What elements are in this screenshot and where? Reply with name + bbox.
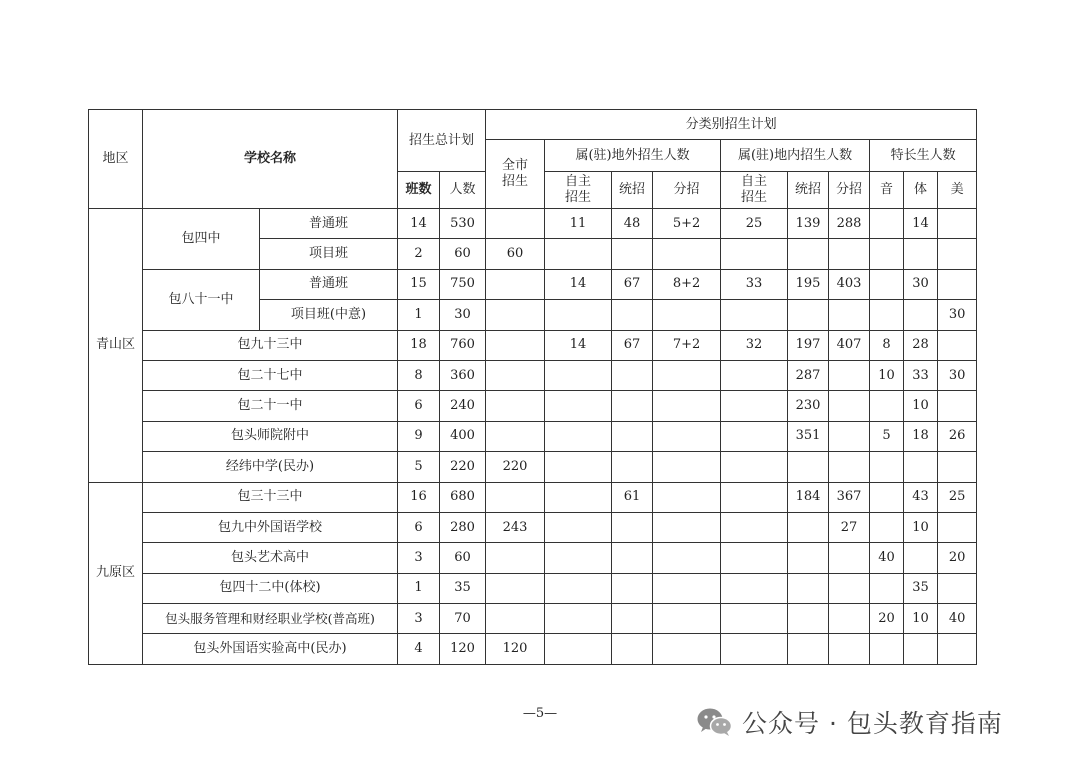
cell-inside-unified [788, 634, 829, 664]
table-row [89, 391, 977, 421]
school-group-name: 包八十一中 [143, 269, 260, 330]
cell-people: 220 [440, 452, 486, 482]
cell-people: 35 [440, 573, 486, 603]
cell-classes: 6 [398, 391, 440, 421]
cell-inside-unified [788, 543, 829, 573]
cell-music: 10 [870, 360, 904, 390]
cell-art [938, 239, 977, 269]
cell-music: 5 [870, 421, 904, 451]
cell-outside-autonomous [545, 512, 612, 542]
cell-inside-allocated: 367 [829, 482, 870, 512]
table-row [89, 209, 977, 239]
header-region: 地区 [89, 110, 143, 209]
cell-art: 25 [938, 482, 977, 512]
cell-outside-autonomous [545, 543, 612, 573]
cell-inside-allocated: 403 [829, 269, 870, 299]
cell-sports [904, 452, 938, 482]
cell-art: 30 [938, 300, 977, 330]
cell-sports [904, 239, 938, 269]
cell-sports [904, 543, 938, 573]
cell-outside-allocated [653, 482, 721, 512]
cell-inside-unified [788, 452, 829, 482]
header-outside-unified: 统招 [612, 172, 653, 209]
cell-inside-allocated [829, 360, 870, 390]
cell-outside-allocated [653, 421, 721, 451]
cell-outside-unified [612, 421, 653, 451]
header-outside-autonomous: 自主招生 [545, 172, 612, 209]
cell-sports: 18 [904, 421, 938, 451]
cell-outside-unified [612, 543, 653, 573]
cell-art [938, 634, 977, 664]
cell-art: 26 [938, 421, 977, 451]
cell-music [870, 209, 904, 239]
cell-music [870, 512, 904, 542]
header-art: 美 [938, 172, 977, 209]
school-name: 包九中外国语学校 [143, 512, 398, 542]
cell-inside-allocated [829, 634, 870, 664]
cell-outside-autonomous: 14 [545, 269, 612, 299]
cell-art [938, 269, 977, 299]
cell-inside-unified [788, 239, 829, 269]
header-category-plan: 分类别招生计划 [486, 110, 977, 140]
cell-inside-unified [788, 512, 829, 542]
cell-outside-allocated [653, 543, 721, 573]
cell-outside-unified [612, 239, 653, 269]
table-row [89, 269, 977, 299]
cell-people: 60 [440, 543, 486, 573]
cell-people: 240 [440, 391, 486, 421]
header-outside: 属(驻)地外招生人数 [545, 140, 721, 172]
cell-classes: 14 [398, 209, 440, 239]
class-type: 项目班(中意) [260, 300, 398, 330]
cell-music: 40 [870, 543, 904, 573]
table-row [89, 604, 977, 634]
cell-inside-autonomous [721, 391, 788, 421]
school-name: 包头服务管理和财经职业学校(普高班) [143, 604, 398, 634]
cell-outside-autonomous: 14 [545, 330, 612, 360]
class-type: 普通班 [260, 269, 398, 299]
header-sports: 体 [904, 172, 938, 209]
cell-inside-unified: 230 [788, 391, 829, 421]
enrollment-plan-table [88, 109, 977, 665]
table-row [89, 330, 977, 360]
cell-classes: 3 [398, 543, 440, 573]
cell-inside-unified: 184 [788, 482, 829, 512]
cell-inside-unified: 287 [788, 360, 829, 390]
cell-people: 70 [440, 604, 486, 634]
cell-sports: 10 [904, 512, 938, 542]
school-name: 包头艺术高中 [143, 543, 398, 573]
cell-inside-autonomous [721, 634, 788, 664]
cell-citywide: 220 [486, 452, 545, 482]
cell-outside-unified [612, 604, 653, 634]
cell-citywide [486, 573, 545, 603]
cell-inside-autonomous [721, 512, 788, 542]
cell-inside-autonomous [721, 300, 788, 330]
cell-outside-autonomous [545, 239, 612, 269]
cell-citywide [486, 482, 545, 512]
cell-classes: 5 [398, 452, 440, 482]
watermark-text: 公众号 · 包头教育指南 [742, 709, 1003, 738]
cell-inside-autonomous [721, 482, 788, 512]
cell-outside-allocated [653, 239, 721, 269]
cell-inside-autonomous: 33 [721, 269, 788, 299]
school-name: 经纬中学(民办) [143, 452, 398, 482]
cell-inside-autonomous [721, 573, 788, 603]
cell-inside-unified [788, 573, 829, 603]
school-name: 包三十三中 [143, 482, 398, 512]
cell-music [870, 391, 904, 421]
cell-music: 8 [870, 330, 904, 360]
cell-inside-autonomous [721, 239, 788, 269]
table-row [89, 634, 977, 664]
cell-citywide [486, 300, 545, 330]
cell-classes: 18 [398, 330, 440, 360]
header-classes: 班数 [398, 172, 440, 209]
cell-outside-unified: 48 [612, 209, 653, 239]
cell-inside-allocated [829, 391, 870, 421]
cell-outside-unified: 67 [612, 269, 653, 299]
header-inside: 属(驻)地内招生人数 [721, 140, 870, 172]
cell-inside-autonomous: 32 [721, 330, 788, 360]
cell-classes: 2 [398, 239, 440, 269]
cell-inside-unified: 197 [788, 330, 829, 360]
school-name: 包九十三中 [143, 330, 398, 360]
cell-people: 680 [440, 482, 486, 512]
cell-outside-autonomous [545, 360, 612, 390]
cell-people: 280 [440, 512, 486, 542]
cell-art [938, 452, 977, 482]
cell-people: 360 [440, 360, 486, 390]
cell-inside-autonomous: 25 [721, 209, 788, 239]
cell-inside-autonomous [721, 452, 788, 482]
cell-outside-autonomous [545, 300, 612, 330]
cell-music [870, 482, 904, 512]
cell-inside-autonomous [721, 604, 788, 634]
cell-sports: 43 [904, 482, 938, 512]
cell-art [938, 391, 977, 421]
cell-music [870, 573, 904, 603]
cell-art: 30 [938, 360, 977, 390]
table-row [89, 512, 977, 542]
header-citywide: 全市招生 [486, 140, 545, 209]
cell-music [870, 300, 904, 330]
cell-art [938, 512, 977, 542]
cell-outside-unified [612, 452, 653, 482]
cell-classes: 16 [398, 482, 440, 512]
cell-outside-allocated [653, 452, 721, 482]
cell-art: 40 [938, 604, 977, 634]
cell-outside-unified: 61 [612, 482, 653, 512]
cell-citywide [486, 269, 545, 299]
cell-classes: 6 [398, 512, 440, 542]
school-group-name: 包四中 [143, 209, 260, 270]
cell-citywide: 243 [486, 512, 545, 542]
cell-citywide [486, 330, 545, 360]
cell-inside-unified: 351 [788, 421, 829, 451]
cell-inside-allocated: 407 [829, 330, 870, 360]
cell-people: 760 [440, 330, 486, 360]
cell-citywide [486, 360, 545, 390]
class-type: 普通班 [260, 209, 398, 239]
header-outside-allocated: 分招 [653, 172, 721, 209]
cell-art [938, 209, 977, 239]
cell-sports [904, 300, 938, 330]
header-total-plan: 招生总计划 [398, 110, 486, 172]
cell-citywide: 60 [486, 239, 545, 269]
cell-classes: 4 [398, 634, 440, 664]
table-row [89, 421, 977, 451]
school-name: 包头外国语实验高中(民办) [143, 634, 398, 664]
header-inside-allocated: 分招 [829, 172, 870, 209]
cell-classes: 8 [398, 360, 440, 390]
cell-outside-autonomous [545, 391, 612, 421]
cell-outside-allocated [653, 391, 721, 421]
cell-outside-autonomous [545, 604, 612, 634]
table-row [89, 573, 977, 603]
cell-outside-autonomous [545, 634, 612, 664]
cell-music [870, 269, 904, 299]
cell-outside-unified [612, 512, 653, 542]
cell-citywide [486, 421, 545, 451]
cell-outside-autonomous [545, 482, 612, 512]
school-name: 包头师院附中 [143, 421, 398, 451]
cell-outside-allocated [653, 634, 721, 664]
cell-inside-allocated [829, 573, 870, 603]
cell-outside-allocated: 7+2 [653, 330, 721, 360]
cell-outside-allocated [653, 300, 721, 330]
cell-sports: 35 [904, 573, 938, 603]
cell-inside-unified: 139 [788, 209, 829, 239]
cell-sports: 33 [904, 360, 938, 390]
cell-citywide [486, 604, 545, 634]
cell-inside-unified: 195 [788, 269, 829, 299]
table-row [89, 543, 977, 573]
table-row [89, 360, 977, 390]
cell-inside-autonomous [721, 360, 788, 390]
cell-music [870, 452, 904, 482]
cell-outside-autonomous [545, 573, 612, 603]
cell-outside-unified [612, 391, 653, 421]
cell-outside-allocated: 8+2 [653, 269, 721, 299]
cell-outside-autonomous: 11 [545, 209, 612, 239]
cell-outside-unified [612, 573, 653, 603]
cell-art [938, 330, 977, 360]
cell-classes: 1 [398, 573, 440, 603]
cell-people: 750 [440, 269, 486, 299]
school-name: 包二十一中 [143, 391, 398, 421]
cell-classes: 3 [398, 604, 440, 634]
class-type: 项目班 [260, 239, 398, 269]
cell-art: 20 [938, 543, 977, 573]
cell-outside-allocated [653, 360, 721, 390]
cell-outside-unified: 67 [612, 330, 653, 360]
school-name: 包四十二中(体校) [143, 573, 398, 603]
cell-citywide [486, 209, 545, 239]
cell-inside-unified [788, 300, 829, 330]
cell-sports [904, 634, 938, 664]
cell-inside-allocated [829, 300, 870, 330]
cell-outside-autonomous [545, 421, 612, 451]
school-name: 包二十七中 [143, 360, 398, 390]
cell-inside-allocated [829, 239, 870, 269]
cell-classes: 9 [398, 421, 440, 451]
cell-music [870, 239, 904, 269]
cell-people: 400 [440, 421, 486, 451]
header-inside-unified: 统招 [788, 172, 829, 209]
region-qingshan: 青山区 [89, 209, 143, 483]
cell-outside-allocated [653, 573, 721, 603]
cell-inside-unified [788, 604, 829, 634]
cell-outside-allocated [653, 604, 721, 634]
header-school-name: 学校名称 [143, 110, 398, 209]
cell-outside-unified [612, 360, 653, 390]
cell-people: 60 [440, 239, 486, 269]
cell-inside-autonomous [721, 543, 788, 573]
cell-citywide [486, 391, 545, 421]
cell-people: 120 [440, 634, 486, 664]
cell-sports: 14 [904, 209, 938, 239]
watermark [696, 702, 1003, 742]
header-music: 音 [870, 172, 904, 209]
cell-citywide [486, 543, 545, 573]
cell-classes: 15 [398, 269, 440, 299]
cell-people: 530 [440, 209, 486, 239]
header-people: 人数 [440, 172, 486, 209]
region-jiuyuan: 九原区 [89, 482, 143, 664]
cell-art [938, 573, 977, 603]
cell-classes: 1 [398, 300, 440, 330]
cell-music [870, 634, 904, 664]
cell-outside-unified [612, 634, 653, 664]
cell-inside-allocated [829, 421, 870, 451]
table-row [89, 452, 977, 482]
cell-inside-autonomous [721, 421, 788, 451]
cell-citywide: 120 [486, 634, 545, 664]
cell-inside-allocated [829, 604, 870, 634]
cell-sports: 10 [904, 391, 938, 421]
wechat-icon [696, 706, 734, 738]
header-row-1 [89, 110, 977, 140]
cell-outside-autonomous [545, 452, 612, 482]
cell-music: 20 [870, 604, 904, 634]
page-number: —5— [522, 706, 558, 721]
table-row [89, 482, 977, 512]
cell-sports: 30 [904, 269, 938, 299]
cell-sports: 28 [904, 330, 938, 360]
header-inside-autonomous: 自主招生 [721, 172, 788, 209]
cell-sports: 10 [904, 604, 938, 634]
cell-outside-allocated: 5+2 [653, 209, 721, 239]
cell-outside-unified [612, 300, 653, 330]
header-special: 特长生人数 [870, 140, 977, 172]
cell-people: 30 [440, 300, 486, 330]
cell-inside-allocated: 288 [829, 209, 870, 239]
cell-inside-allocated [829, 543, 870, 573]
cell-inside-allocated: 27 [829, 512, 870, 542]
cell-outside-allocated [653, 512, 721, 542]
cell-inside-allocated [829, 452, 870, 482]
